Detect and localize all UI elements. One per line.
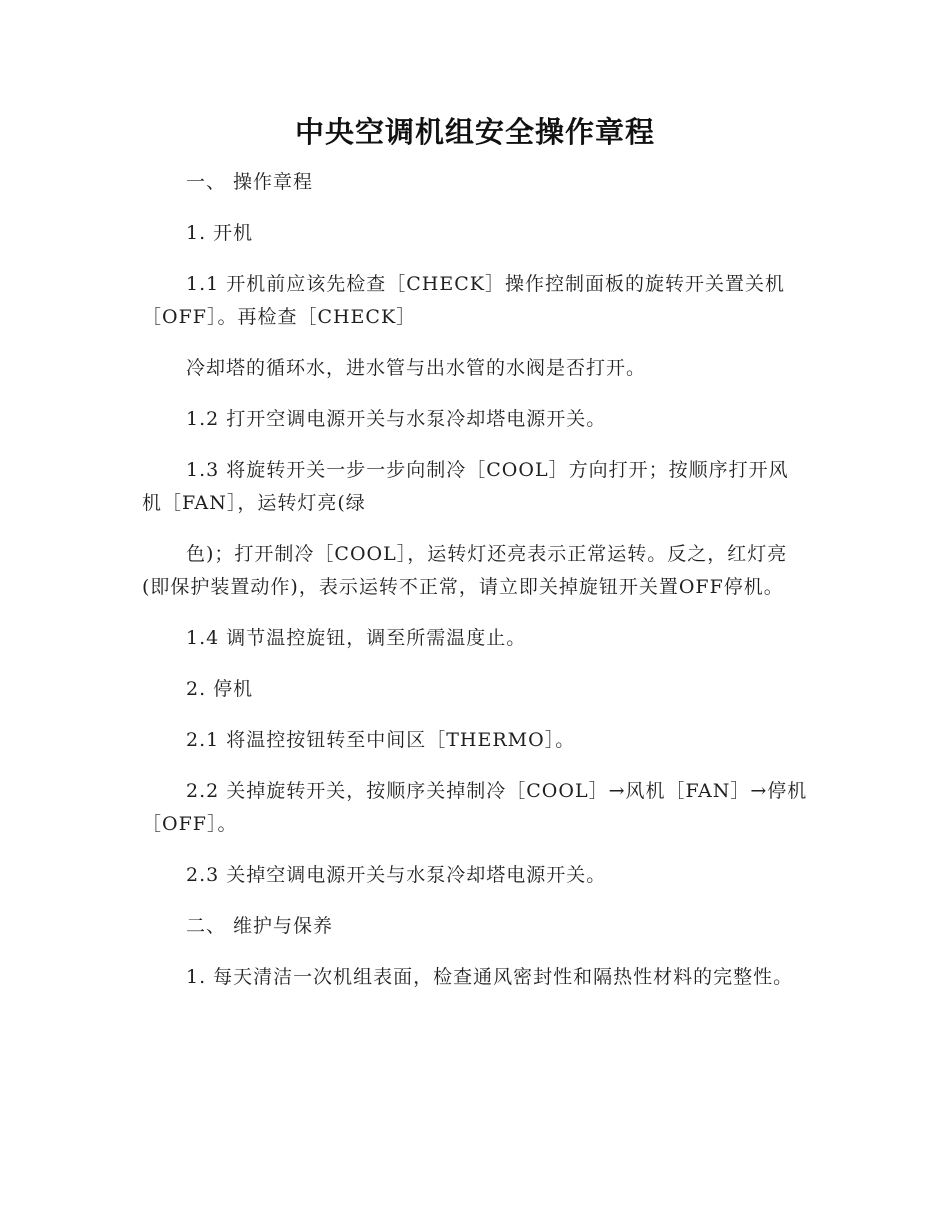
paragraph-1-1: 1.1 开机前应该先检查［CHECK］操作控制面板的旋转开关置关机［OFF］。再检查［CHECK］ (142, 273, 785, 328)
paragraph-1-4: 1.4 调节温控旋钮，调至所需温度止。 (186, 627, 527, 649)
section-heading-maintenance: 二、 维护与保养 (186, 915, 334, 937)
subheading-startup: 1. 开机 (186, 222, 254, 244)
paragraph-maintenance-1: 1. 每天清洁一次机组表面，检查通风密封性和隔热性材料的完整性。 (186, 966, 794, 988)
document-title: 中央空调机组安全操作章程 (294, 115, 655, 149)
paragraph-1-3-continued: 色)；打开制冷［COOL］，运转灯还亮表示正常运转。反之，红灯亮(即保护装置动作)，表示运转不正常，请立即关掉旋钮开关置OFF停机。 (142, 543, 788, 598)
paragraph-2-1: 2.1 将温控按钮转至中间区［THERMO］。 (186, 729, 576, 751)
section-heading-operation: 一、 操作章程 (186, 171, 314, 193)
paragraph-1-2: 1.2 打开空调电源开关与水泵冷却塔电源开关。 (186, 408, 607, 430)
paragraph-2-3: 2.3 关掉空调电源开关与水泵冷却塔电源开关。 (186, 864, 607, 886)
subheading-shutdown: 2. 停机 (186, 678, 254, 700)
paragraph-2-2: 2.2 关掉旋转开关，按顺序关掉制冷［COOL］→风机［FAN］→停机［OFF］。 (142, 780, 808, 835)
paragraph-cooling-tower: 冷却塔的循环水，进水管与出水管的水阀是否打开。 (186, 357, 647, 379)
paragraph-1-3: 1.3 将旋转开关一步一步向制冷［COOL］方向打开；按顺序打开风机［FAN］，运转灯亮(绿 (142, 459, 789, 514)
document-body (142, 112, 808, 994)
